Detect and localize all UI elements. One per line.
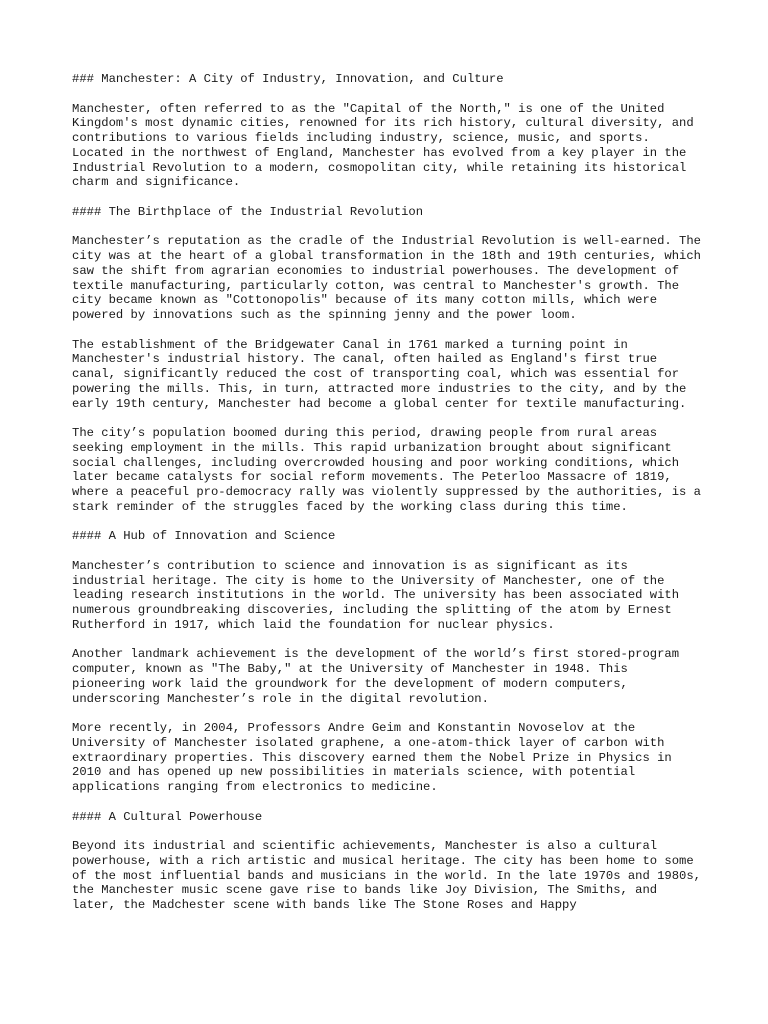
paragraph: The city’s population boomed during this period, drawing people from rural areas seeking employment in the mills. This rapid urbanization brought about significant social challenges, including overcrowded housing and poor working conditions, which later became catalysts for social reform movements. The Peterloo Massacre of 1819, where a peaceful pro-democracy rally was violently suppressed by the authorities, is a stark reminder of the struggles faced by the working class during this time. xyxy=(72,426,709,514)
intro-paragraph: Manchester, often referred to as the "Capital of the North," is one of the United Kingdom's most dynamic cities, renowned for its rich history, cultural diversity, and contributions to various fields including industry, science, music, and sports. Located in the northwest of England, Manchester has evolved from a key player in the Industrial Revolution to a modern, cosmopolitan city, while retaining its historical charm and significance. xyxy=(72,101,701,190)
paragraph: More recently, in 2004, Professors Andre Geim and Konstantin Novoselov at the University of Manchester isolated graphene, a one-atom-thick layer of carbon with extraordinary properties. This discovery earned them the Nobel Prize in Physics in 2010 and has opened up new possibilities in materials science, with potential applications ranging from electronics to medicine. xyxy=(72,721,680,794)
paragraph: The establishment of the Bridgewater Canal in 1761 marked a turning point in Manchester's industrial history. The canal, often hailed as England's first true canal, significantly reduced the cost of transporting coal, which was essential for powering the mills. This, in turn, attracted more industries to the city, and by the early 19th century, Manchester had become a global center for textile manufacturing. xyxy=(72,337,694,411)
paragraph: Beyond its industrial and scientific achievements, Manchester is also a cultural powerhouse, with a rich artistic and musical heritage. The city has been home to some of the most influential bands and musicians in the world. In the late 1970s and 1980s, the Manchester music scene gave rise to bands like Joy Division, The Smiths, and later, the Madchester scene with bands like The Stone Roses and Happy xyxy=(72,839,709,912)
section-heading-industrial-revolution: #### The Birthplace of the Industrial Revolution xyxy=(72,204,424,219)
document-page xyxy=(72,72,708,928)
section-heading-innovation-science: #### A Hub of Innovation and Science xyxy=(72,529,336,544)
paragraph: Manchester’s contribution to science and innovation is as significant as its industrial heritage. The city is home to the University of Manchester, one of the leading research institutions in the world. The university has been associated with numerous groundbreaking discoveries, including the splitting of the atom by Ernest Rutherford in 1917, which laid the foundation for nuclear physics. xyxy=(72,558,687,632)
paragraph: Manchester’s reputation as the cradle of the Industrial Revolution is well-earned. The city was at the heart of a global transformation in the 18th and 19th centuries, which saw the shift from agrarian economies to industrial powerhouses. The development of textile manufacturing, particularly cotton, was central to Manchester's growth. The city became known as "Cottonopolis" because of its many cotton mills, which were powered by innovations such as the spinning jenny and the power loom. xyxy=(72,234,709,322)
section-heading-cultural-powerhouse: #### A Cultural Powerhouse xyxy=(72,809,263,824)
document-title: ### Manchester: A City of Industry, Innovation, and Culture xyxy=(72,72,504,86)
paragraph: Another landmark achievement is the development of the world’s first stored-program computer, known as "The Baby," at the University of Manchester in 1948. This pioneering work laid the groundwork for the development of modern computers, underscoring Manchester’s role in the digital revolution. xyxy=(72,647,687,706)
